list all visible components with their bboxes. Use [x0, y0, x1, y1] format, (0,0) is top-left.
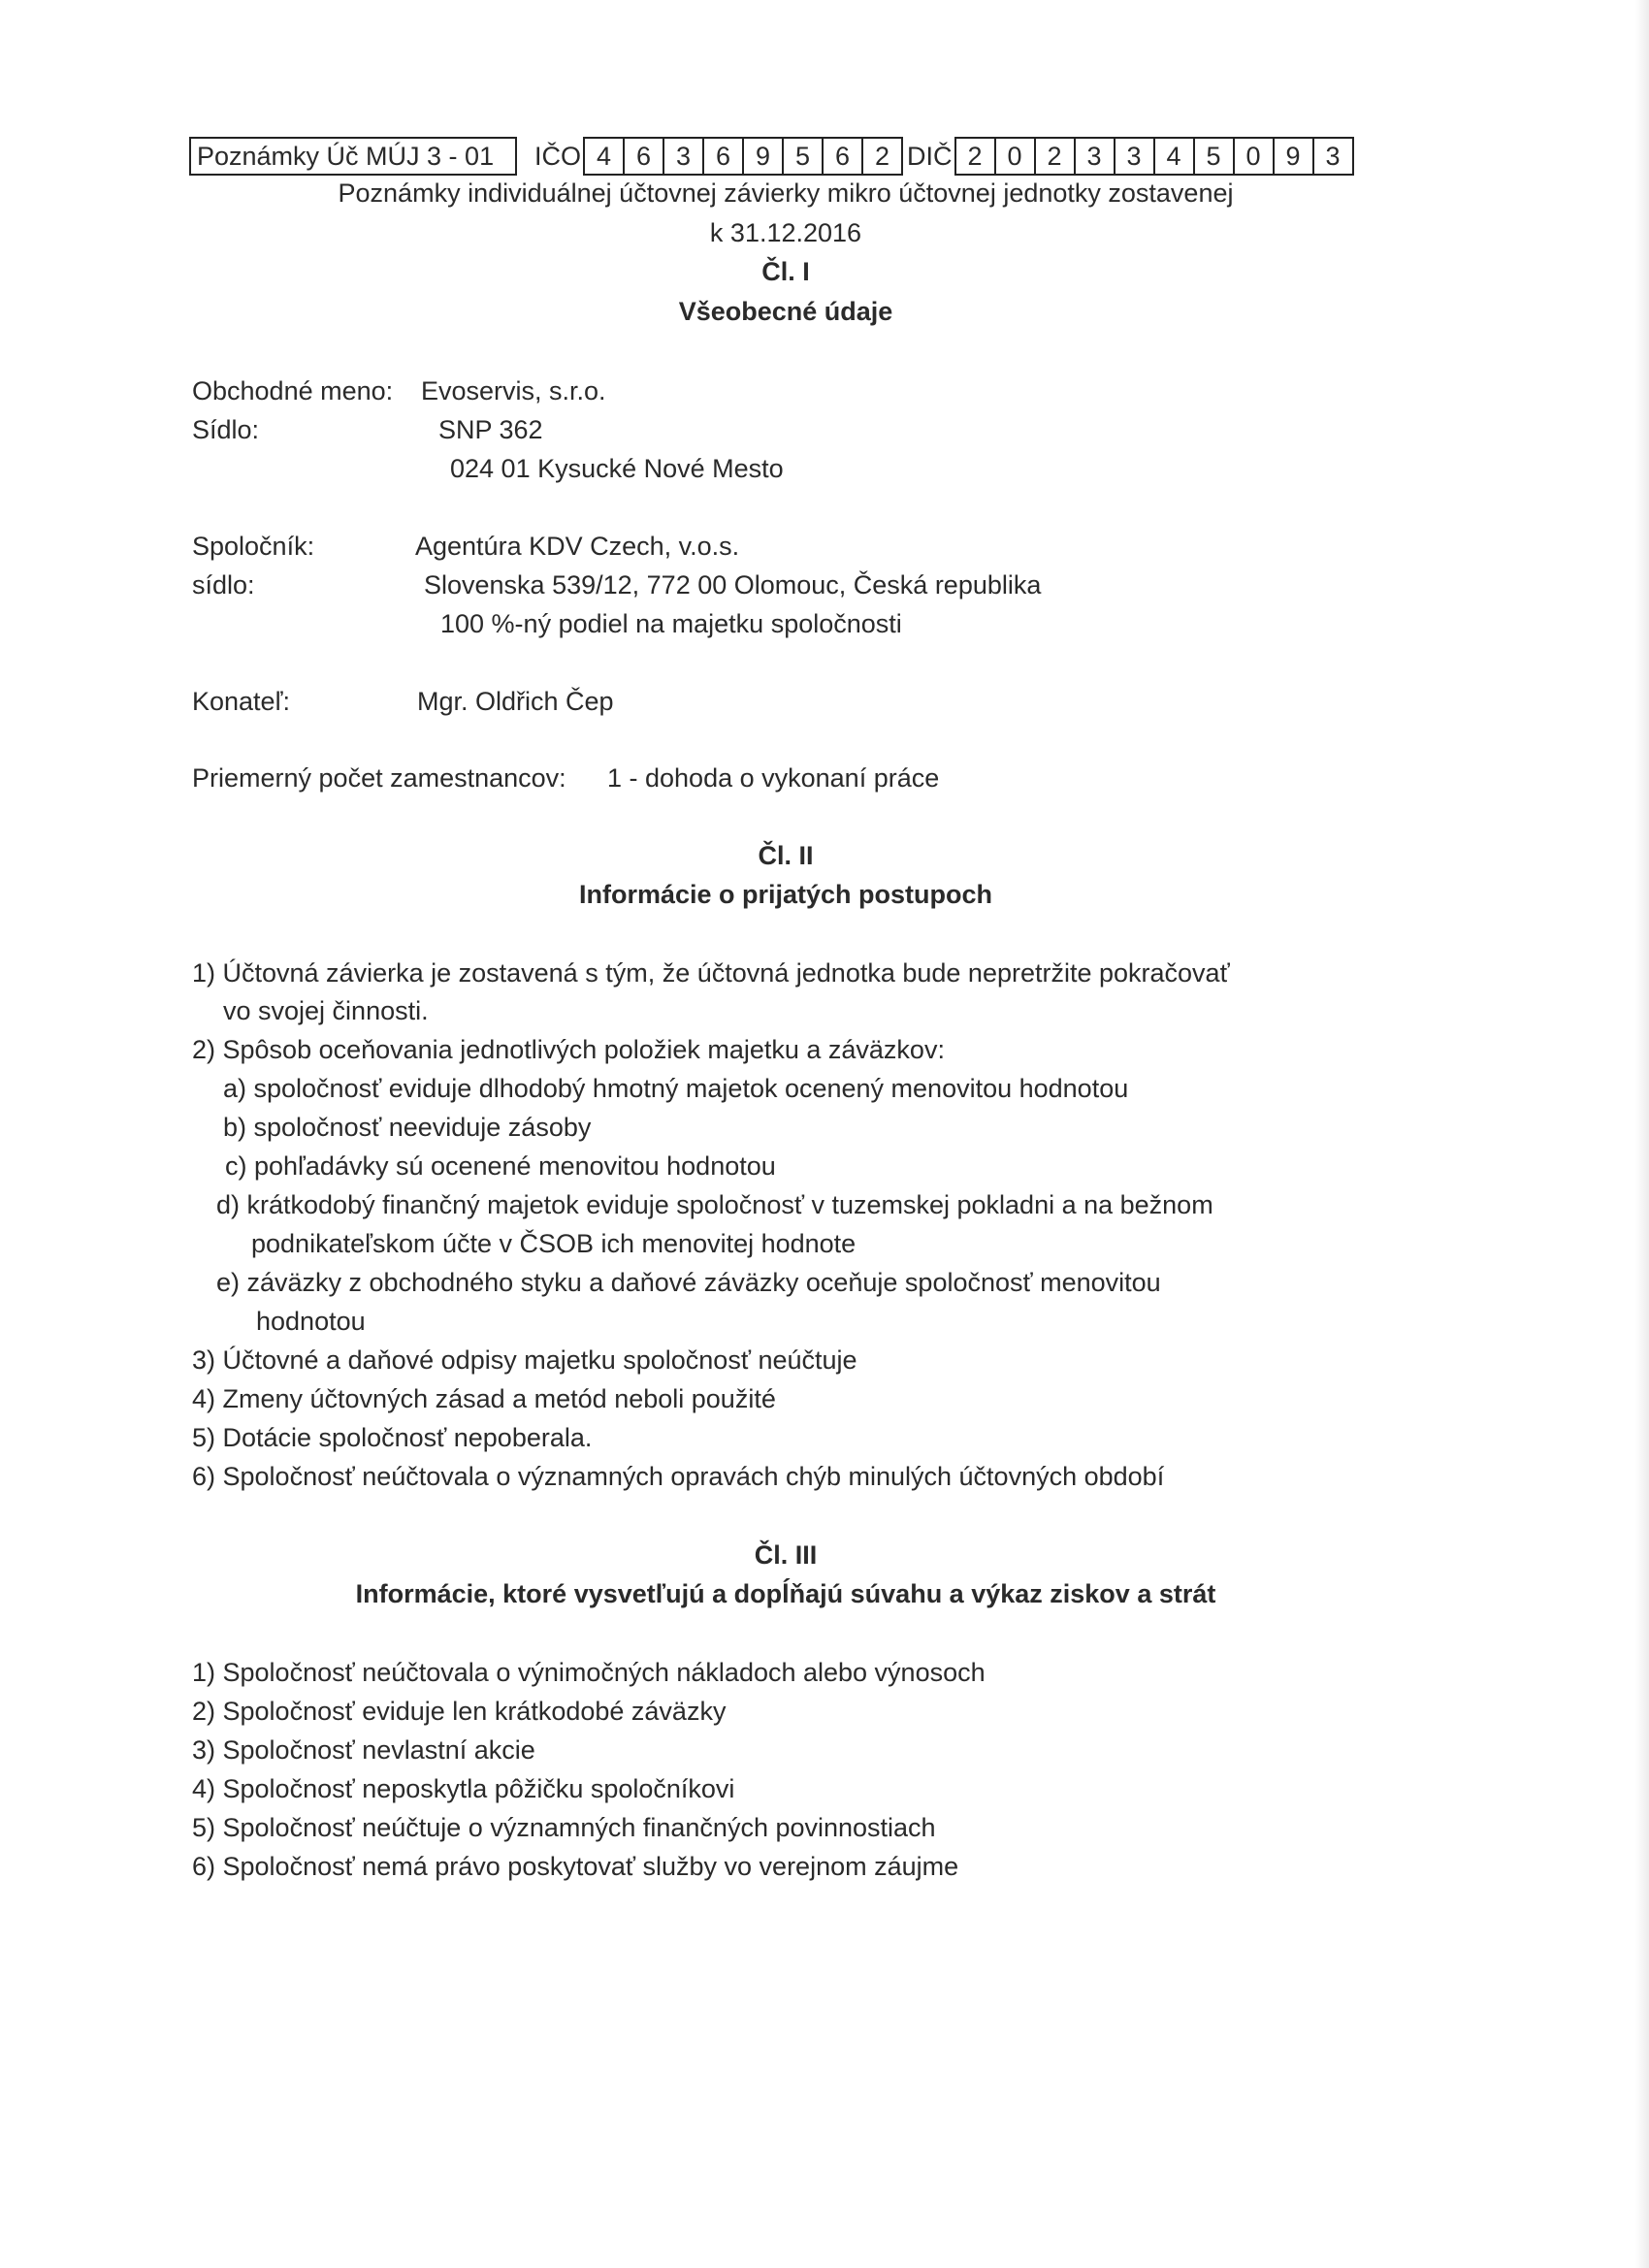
- partner-seat-label: sídlo:: [192, 570, 255, 599]
- ico-digit: 6: [625, 139, 664, 174]
- dic-digit-boxes: [954, 137, 1354, 176]
- list-item: c) pohľadávky sú ocenené menovitou hodnotou: [225, 1151, 776, 1181]
- dic-digit: 9: [1275, 139, 1314, 174]
- ico-digit: 5: [784, 139, 824, 174]
- seat-city: 024 01 Kysucké Nové Mesto: [450, 454, 784, 483]
- partner-seat-value: Slovenska 539/12, 772 00 Olomouc, Česká republika: [424, 570, 1042, 599]
- list-item: 2) Spôsob oceňovania jednotlivých položiek majetku a záväzkov:: [192, 1035, 945, 1064]
- list-item: b) spoločnosť neeviduje zásoby: [223, 1113, 592, 1142]
- list-item: 1) Účtovná závierka je zostavená s tým, že účtovná jednotka bude nepretržite pokračovať: [192, 958, 1230, 988]
- list-item: vo svojej činnosti.: [223, 996, 429, 1025]
- partner-share: 100 %-ný podiel na majetku spoločnosti: [440, 609, 902, 638]
- list-item: 2) Spoločnosť eviduje len krátkodobé záväzky: [192, 1697, 727, 1726]
- section-1-number: Čl. I: [761, 257, 810, 286]
- seat-label: Sídlo:: [192, 415, 260, 444]
- list-item: e) záväzky z obchodného styku a daňové záväzky oceňuje spoločnosť menovitou: [216, 1268, 1161, 1297]
- seat-street: SNP 362: [438, 415, 543, 444]
- list-item: 5) Dotácie spoločnosť nepoberala.: [192, 1423, 593, 1452]
- section-3-heading: Informácie, ktoré vysvetľujú a dopĺňajú súvahu a výkaz ziskov a strát: [355, 1579, 1216, 1608]
- section-2-number: Čl. II: [758, 841, 814, 870]
- section-3-number: Čl. III: [754, 1540, 818, 1570]
- ico-digit-boxes: [583, 137, 903, 176]
- ico-digit: 9: [744, 139, 784, 174]
- section-2-heading: Informácie o prijatých postupoch: [578, 880, 993, 909]
- ico-digit: 6: [824, 139, 863, 174]
- company-name-value: Evoservis, s.r.o.: [421, 376, 606, 405]
- list-item: 6) Spoločnosť neúčtovala o významných opravách chýb minulých účtovných období: [192, 1462, 1165, 1491]
- dic-digit: 0: [1235, 139, 1275, 174]
- company-name-label: Obchodné meno:: [192, 376, 394, 405]
- list-item: podnikateľskom účte v ČSOB ich menovitej hodnote: [251, 1229, 857, 1258]
- dic-digit: 2: [1036, 139, 1076, 174]
- ico-label: IČO: [534, 141, 582, 171]
- director-label: Konateľ:: [192, 687, 290, 716]
- dic-digit: 3: [1076, 139, 1116, 174]
- dic-digit: 4: [1155, 139, 1195, 174]
- partner-value: Agentúra KDV Czech, v.o.s.: [415, 532, 740, 561]
- director-value: Mgr. Oldřich Čep: [417, 687, 614, 716]
- list-item: 3) Spoločnosť nevlastní akcie: [192, 1735, 535, 1765]
- employees-label: Priemerný počet zamestnancov:: [192, 763, 566, 793]
- dic-digit: 3: [1116, 139, 1155, 174]
- ico-digit: 4: [585, 139, 625, 174]
- partner-label: Spoločník:: [192, 532, 315, 561]
- employees-value: 1 - dohoda o vykonaní práce: [607, 763, 940, 793]
- list-item: hodnotou: [256, 1307, 366, 1336]
- form-code-box: Poznámky Úč MÚJ 3 - 01: [189, 137, 517, 176]
- list-item: 5) Spoločnosť neúčtuje o významných finančných povinnostiach: [192, 1813, 936, 1842]
- list-item: 3) Účtovné a daňové odpisy majetku spoločnosť neúčtuje: [192, 1345, 857, 1375]
- ico-digit: 6: [704, 139, 744, 174]
- dic-digit: 0: [996, 139, 1036, 174]
- dic-digit: 3: [1314, 139, 1354, 174]
- list-item: 4) Spoločnosť neposkytla pôžičku spoločníkovi: [192, 1774, 735, 1803]
- list-item: d) krátkodobý finančný majetok eviduje spoločnosť v tuzemskej pokladni a na bežnom: [216, 1190, 1213, 1219]
- header-identification: [189, 137, 1354, 176]
- list-item: 4) Zmeny účtovných zásad a metód neboli použité: [192, 1384, 776, 1413]
- dic-label: DIČ: [907, 141, 953, 171]
- list-item: 6) Spoločnosť nemá právo poskytovať služby vo verejnom záujme: [192, 1852, 959, 1881]
- ico-digit: 2: [863, 139, 903, 174]
- list-item: a) spoločnosť eviduje dlhodobý hmotný majetok ocenený menovitou hodnotou: [223, 1074, 1129, 1103]
- dic-digit: 2: [956, 139, 996, 174]
- section-1-heading: Všeobecné údaje: [678, 297, 893, 326]
- scan-page-edge: [1635, 0, 1649, 2268]
- dic-digit: 5: [1195, 139, 1235, 174]
- document-title: Poznámky individuálnej účtovnej závierky mikro účtovnej jednotky zostavenej: [338, 178, 1234, 208]
- ico-digit: 3: [664, 139, 704, 174]
- list-item: 1) Spoločnosť neúčtovala o výnimočných nákladoch alebo výnosoch: [192, 1658, 986, 1687]
- document-date: k 31.12.2016: [709, 218, 862, 247]
